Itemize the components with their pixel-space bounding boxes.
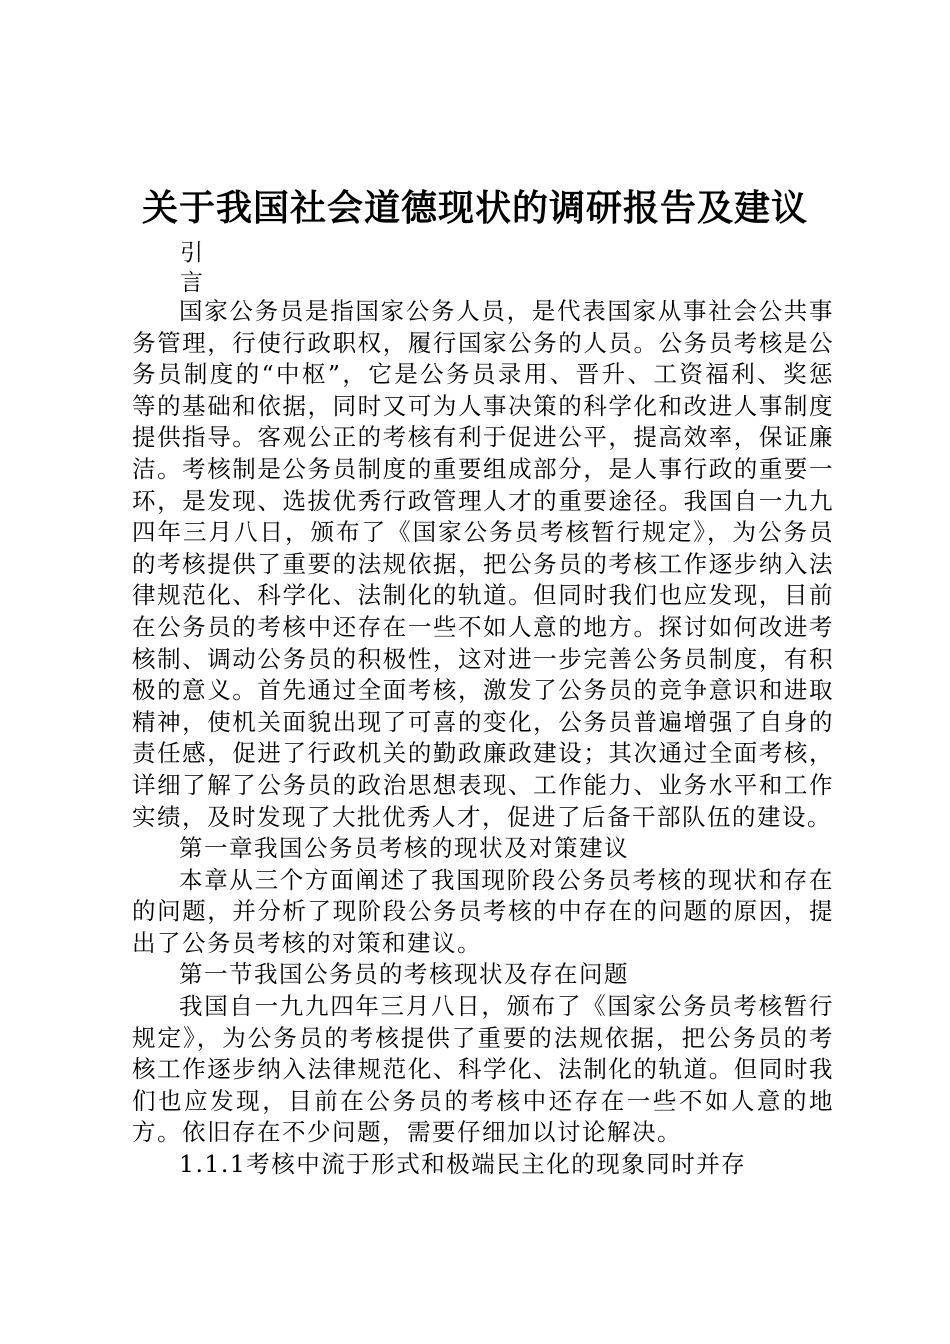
document-title: 关于我国社会道德现状的调研报告及建议	[141, 187, 808, 229]
paragraph-section: 我国自一九九四年三月八日，颁布了《国家公务员考核暂行规定》，为公务员的考核提供了重要的法规依据，把公务员的考核工作逐步纳入法律规范化、科学化、法制化的轨道。但同时我们也应发现，目前在公务员的考核中还存在一些不如人意的地方。依旧存在不少问题，需要仔细加以讨论解决。	[132, 992, 834, 1147]
paragraph-intro: 国家公务员是指国家公务人员，是代表国家从事社会公共事务管理，行使行政职权，履行国家公务的人员。公务员考核是公务员制度的“中枢”，它是公务员录用、晋升、工资福利、奖惩等的基础和依据，同时又可为人事决策的科学化和改进人事制度提供指导。客观公正的考核有利于促进公平，提高效率，保证廉洁。考核制是公务员制度的重要组成部分，是人事行政的重要一环，是发现、选拔优秀行政管理人才的重要途径。我国自一九九四年三月八日，颁布了《国家公务员考核暂行规定》，为公务员的考核提供了重要的法规依据，把公务员的考核工作逐步纳入法律规范化、科学化、法制化的轨道。但同时我们也应发现，目前在公务员的考核中还存在一些不如人意的地方。探讨如何改进考核制、调动公务员的积极性，这对进一步完善公务员制度，有积极的意义。首先通过全面考核，激发了公务员的竞争意识和进取精神，使机关面貌出现了可喜的变化，公务员普遍增强了自身的责任感，促进了行政机关的勤政廉政建设；其次通过全面考核，详细了解了公务员的政治思想表现、工作能力、业务水平和工作实绩，及时发现了大批优秀人才，促进了后备干部队伍的建设。	[132, 297, 834, 831]
paragraph-chapter-summary: 本章从三个方面阐述了我国现阶段公务员考核的现状和存在的问题，并分析了现阶段公务员考核的中存在的问题的原因，提出了公务员考核的对策和建议。	[132, 865, 834, 957]
intro-heading: 引言	[180, 240, 203, 296]
chapter-heading: 第一章我国公务员考核的现状及对策建议	[179, 834, 629, 863]
document-body	[132, 296, 834, 1181]
section-heading: 第一节我国公务员的考核现状及存在问题	[179, 960, 629, 989]
subsection-heading: 1.1.1考核中流于形式和极端民主化的现象同时并存	[179, 1150, 747, 1179]
